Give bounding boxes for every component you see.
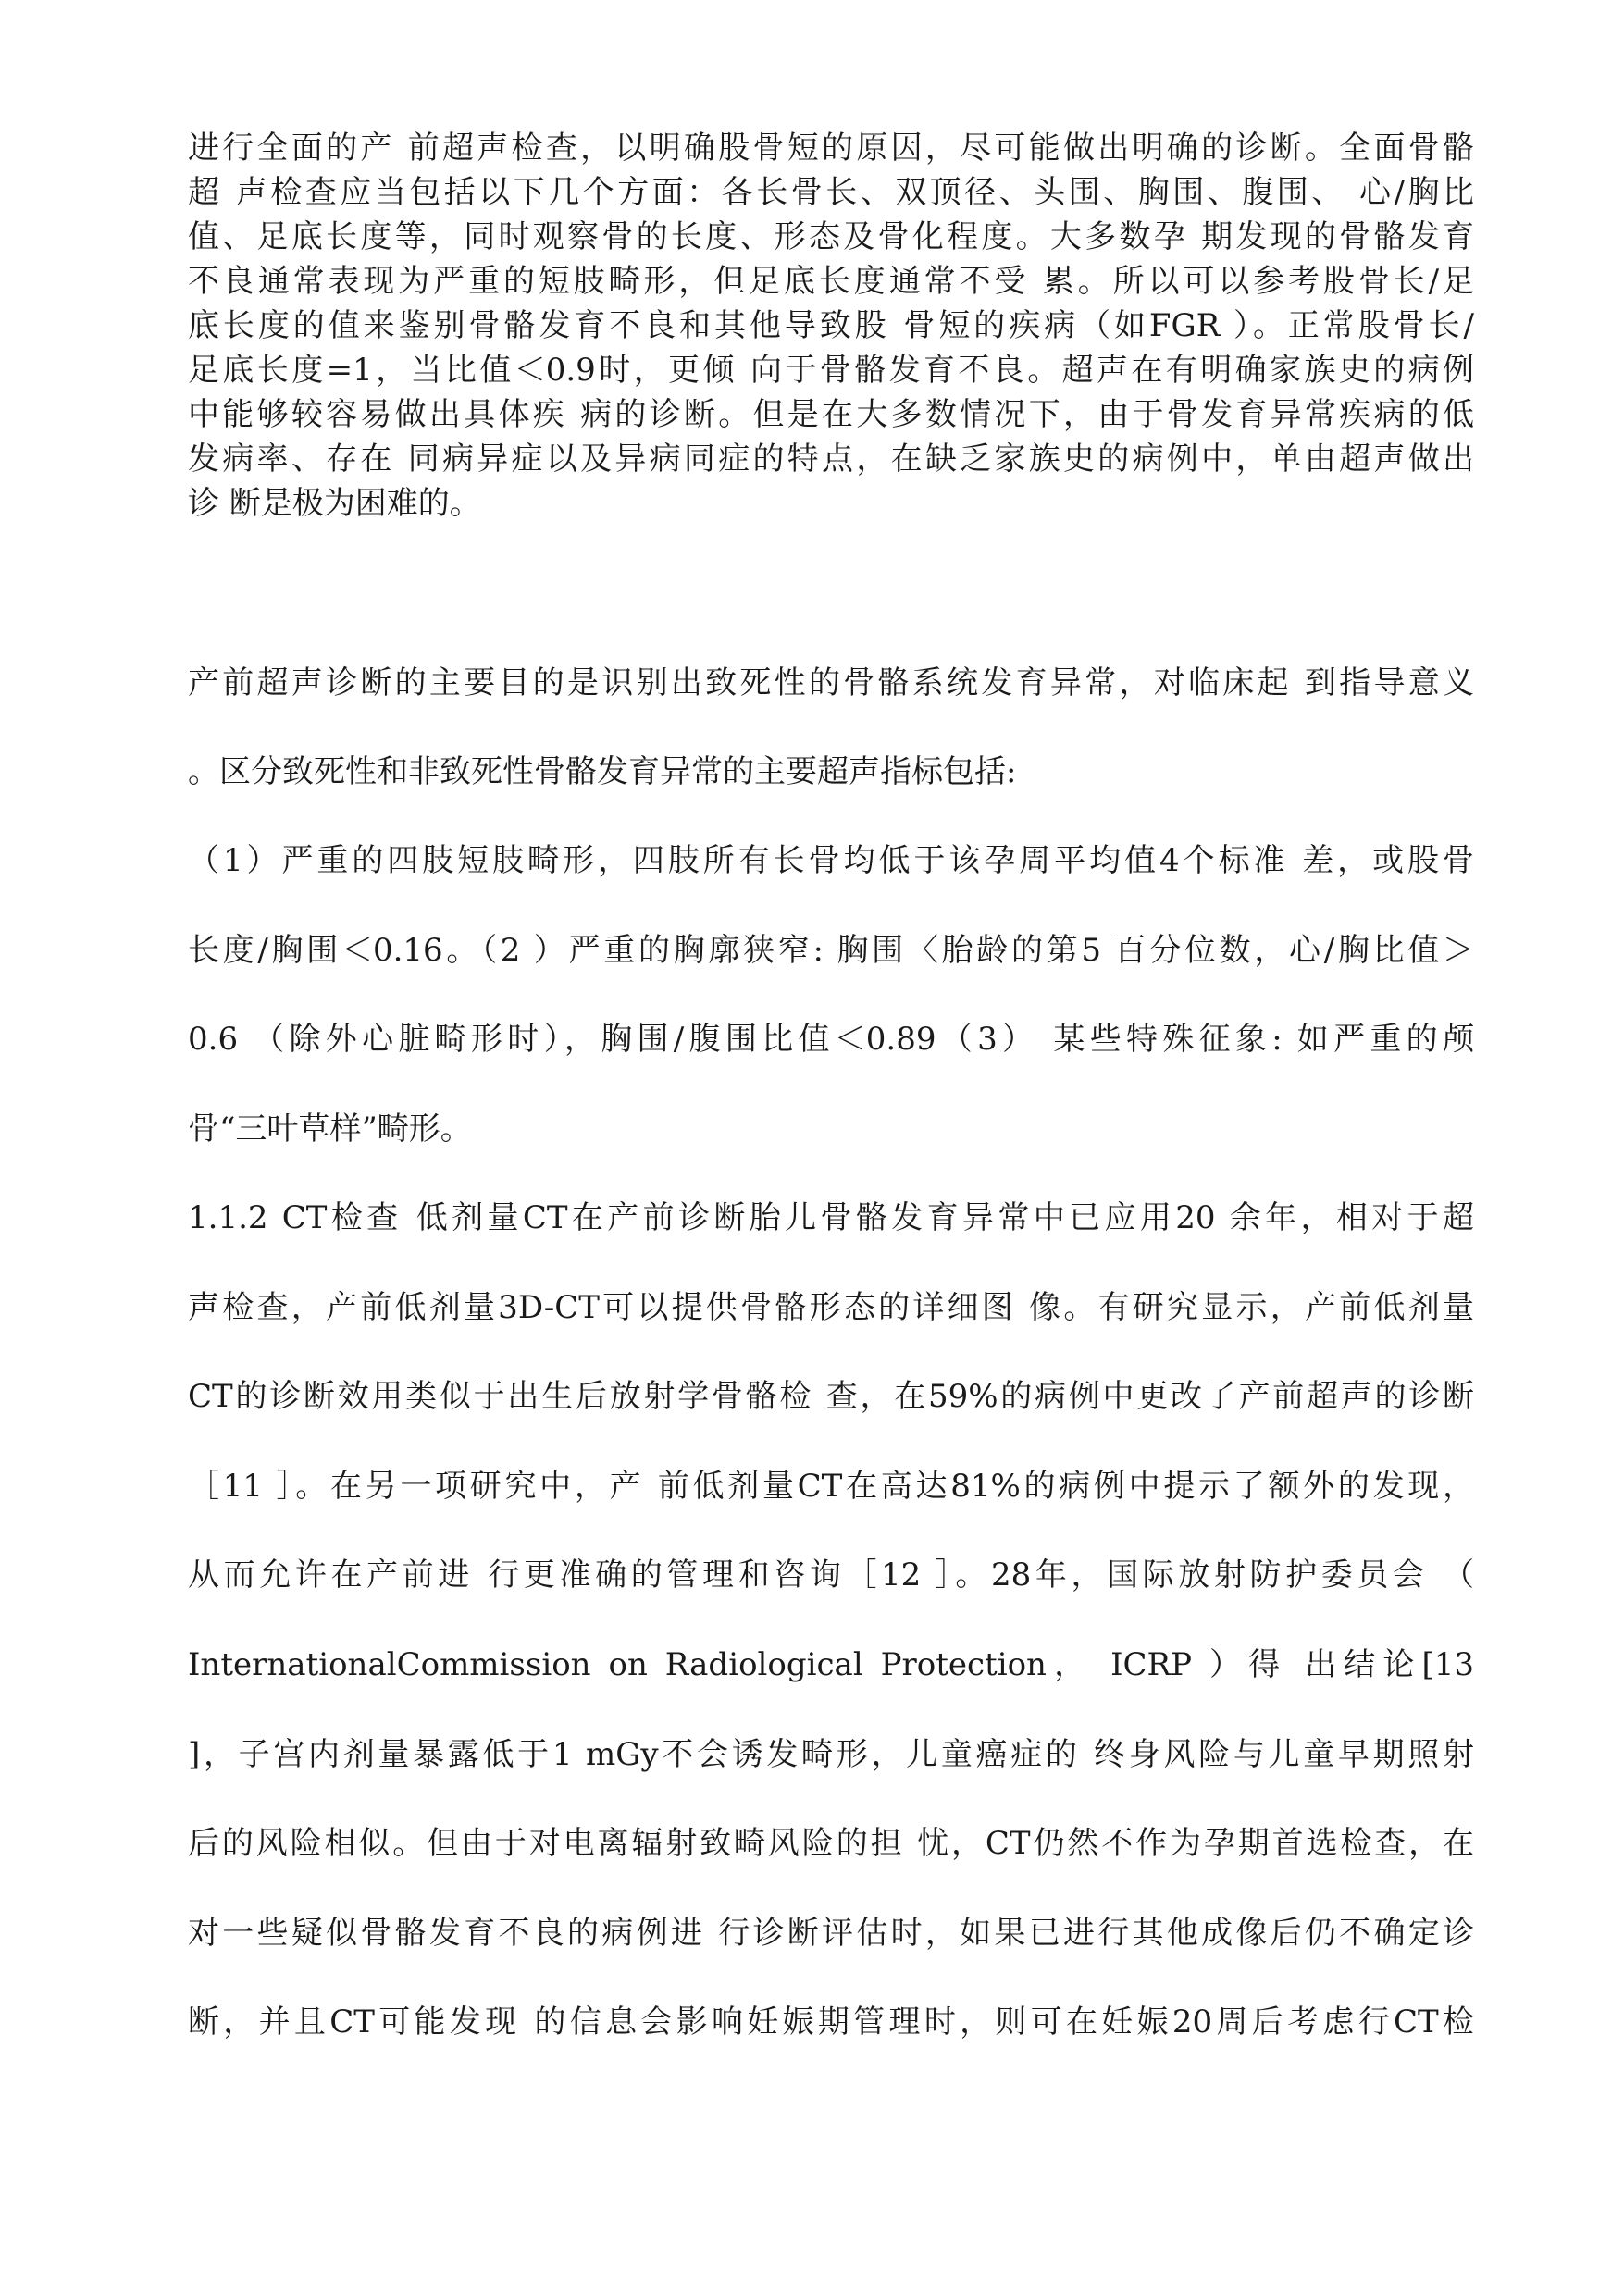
text-line: 0.6 （除外心脏畸形时），胸围/腹围比值＜0.89（3） 某些特殊征象: 如严重的颅 bbox=[188, 1021, 1474, 1058]
text-line: CT的诊断效用类似于出生后放射学骨骼检 查，在59%的病例中更改了产前超声的诊断 bbox=[188, 1378, 1474, 1415]
text-line: 底长度的值来鉴别骨骼发育不良和其他导致股 骨短的疾病（如FGR ）。正常股骨长/ bbox=[188, 307, 1474, 344]
text-line: 超 声检查应当包括以下几个方面：各长骨长、双顶径、头围、胸围、腹围、 心/胸比 bbox=[188, 174, 1474, 211]
text-line: 足底长度=1，当比值＜0.9时，更倾 向于骨骼发育不良。超声在有明确家族史的病例 bbox=[188, 352, 1474, 389]
text-line: 1.1.2 CT检查 低剂量CT在产前诊断胎儿骨骼发育异常中已应用20 余年，相对于超 bbox=[188, 1199, 1474, 1236]
text-line: 值、足底长度等，同时观察骨的长度、形态及骨化程度。大多数孕 期发现的骨骼发育 bbox=[188, 218, 1474, 255]
text-line: 对一些疑似骨骼发育不良的病例进 行诊断评估时，如果已进行其他成像后仍不确定诊 bbox=[188, 1915, 1474, 1952]
text-line: 从而允许在产前进 行更准确的管理和咨询［12 ］。28年，国际放射防护委员会 （ bbox=[188, 1557, 1474, 1594]
text-line: （1）严重的四肢短肢畸形，四肢所有长骨均低于该孕周平均值4个标准 差，或股骨 bbox=[188, 842, 1474, 879]
text-line: 骨“三叶草样”畸形。 bbox=[188, 1110, 472, 1148]
text-line: ]，子宫内剂量暴露低于1 mGy不会诱发畸形，儿童癌症的 终身风险与儿童早期照射 bbox=[188, 1736, 1474, 1773]
text-line: 。区分致死性和非致死性骨骼发育异常的主要超声指标包括: bbox=[188, 753, 1017, 790]
text-line: InternationalCommission on Radiological Protection， ICRP ）得 出结论[13 bbox=[188, 1646, 1474, 1683]
text-line: 长度/胸围＜0.16。（2 ）严重的胸廓狭窄: 胸围〈胎龄的第5 百分位数，心/胸比值＞ bbox=[188, 932, 1474, 969]
text-line: 后的风险相似。但由于对电离辐射致畸风险的担 忧，CT仍然不作为孕期首选检查，在 bbox=[188, 1825, 1474, 1862]
text-line: 中能够较容易做出具体疾 病的诊断。但是在大多数情况下，由于骨发育异常疾病的低 bbox=[188, 396, 1474, 433]
text-line: 产前超声诊断的主要目的是识别出致死性的骨骼系统发育异常，对临床起 到指导意义 bbox=[188, 664, 1474, 701]
text-line: 发病率、存在 同病异症以及异病同症的特点，在缺乏家族史的病例中，单由超声做出 bbox=[188, 440, 1474, 478]
text-line: 诊 断是极为困难的。 bbox=[188, 485, 481, 522]
text-line: 断，并且CT可能发现 的信息会影响妊娠期管理时，则可在妊娠20周后考虑行CT检 bbox=[188, 2003, 1474, 2041]
text-line: ［11 ］。在另一项研究中，产 前低剂量CT在高达81%的病例中提示了额外的发现， bbox=[188, 1468, 1474, 1505]
text-line: 进行全面的产 前超声检查，以明确股骨短的原因，尽可能做出明确的诊断。全面骨骼 bbox=[188, 130, 1474, 167]
text-line: 不良通常表现为严重的短肢畸形，但足底长度通常不受 累。所以可以参考股骨长/足 bbox=[188, 263, 1474, 300]
text-line: 声检查，产前低剂量3D-CT可以提供骨骼形态的详细图 像。有研究显示，产前低剂量 bbox=[188, 1289, 1474, 1326]
